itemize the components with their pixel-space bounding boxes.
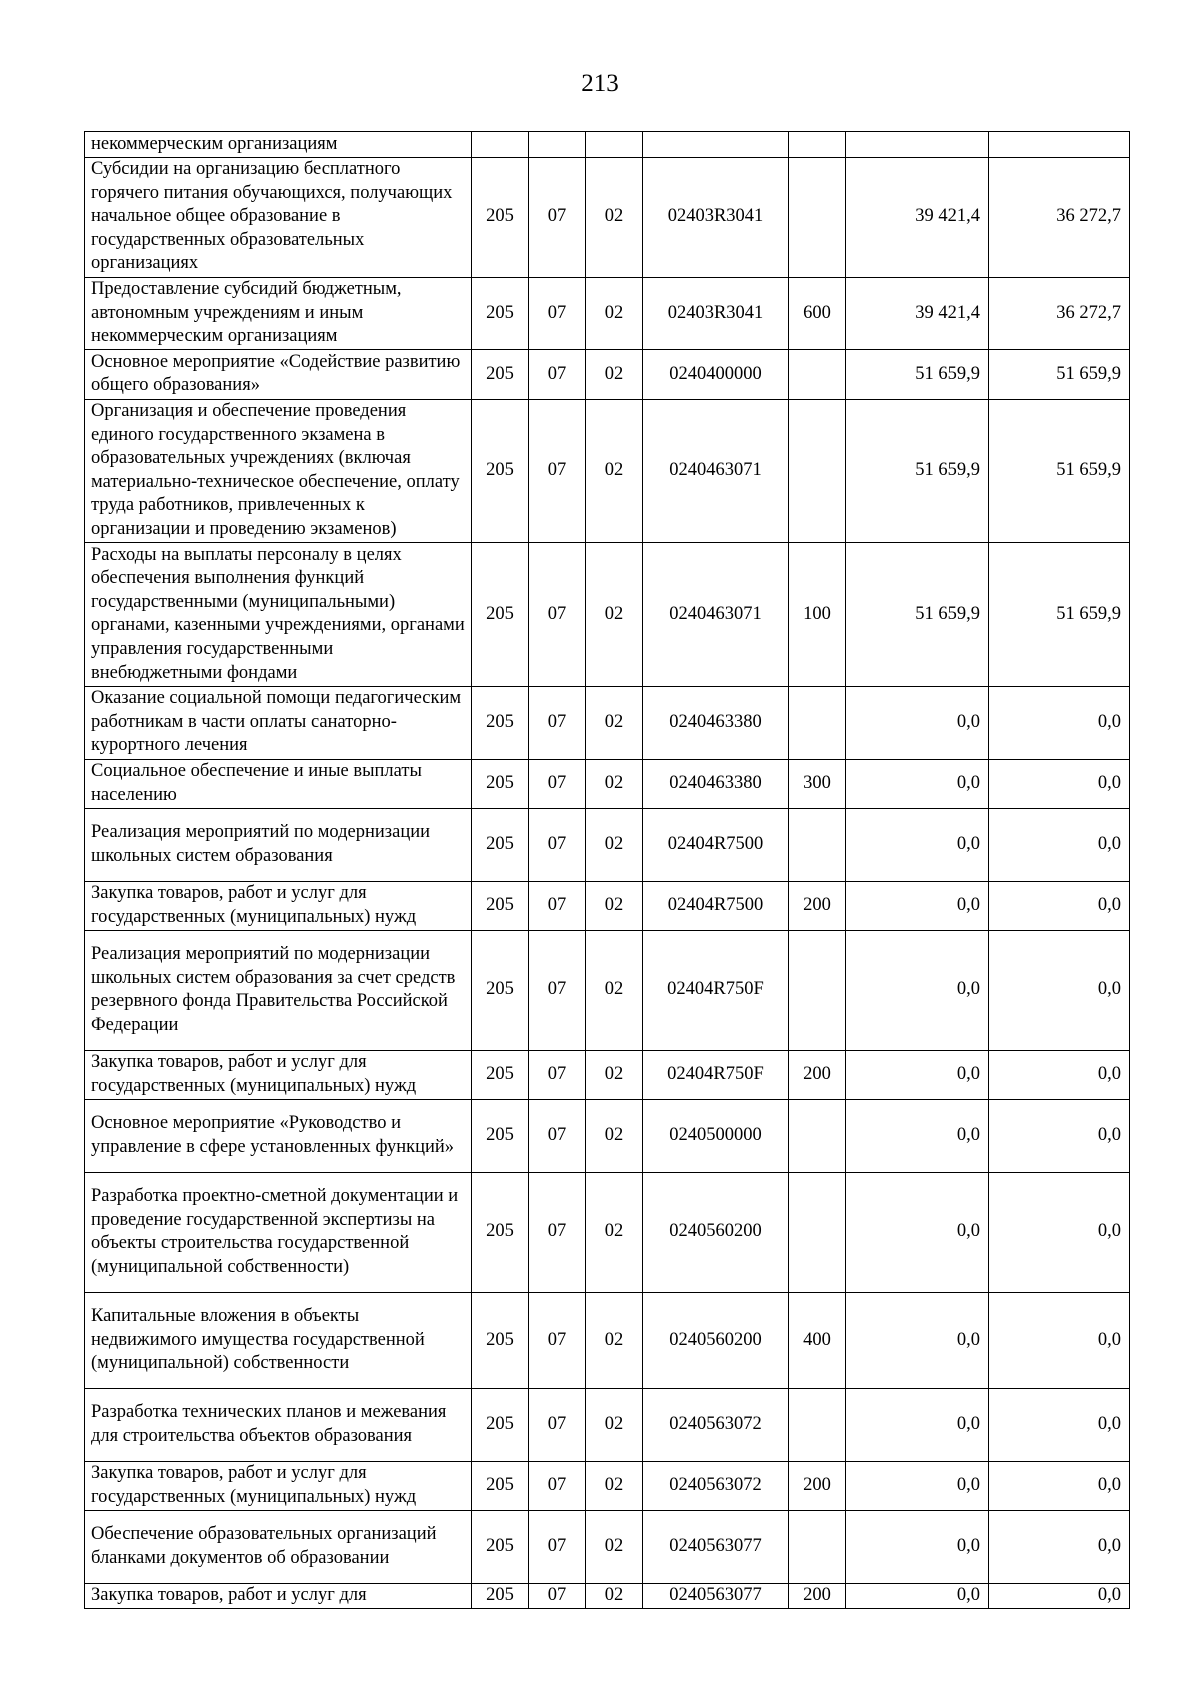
expense-name-cell: Субсидии на организацию бесплатного горячего питания обучающихся, получающих начальное общее образование в государственных образовательных организациях xyxy=(85,157,472,277)
expense-type-cell: 400 xyxy=(789,1292,846,1388)
amount-year-2-cell: 51 659,9 xyxy=(989,399,1130,543)
expense-type-cell xyxy=(789,686,846,759)
expense-type-cell xyxy=(789,1389,846,1462)
subsection-code-cell: 02 xyxy=(586,1461,643,1510)
section-code-cell: 07 xyxy=(529,1583,586,1609)
amount-year-2-cell: 0,0 xyxy=(989,1292,1130,1388)
subsection-code-cell: 02 xyxy=(586,1292,643,1388)
expense-name-cell: Обеспечение образовательных организаций бланками документов об образовании xyxy=(85,1511,472,1584)
subsection-code-cell: 02 xyxy=(586,881,643,930)
table-row xyxy=(85,1050,1130,1099)
expense-type-cell xyxy=(789,157,846,277)
expense-name-cell: Предоставление субсидий бюджетным, автономным учреждениям и иным некоммерческим организациям xyxy=(85,277,472,350)
admin-code-cell: 205 xyxy=(472,1511,529,1584)
table-row xyxy=(85,1461,1130,1510)
expense-type-cell: 600 xyxy=(789,277,846,350)
subsection-code-cell: 02 xyxy=(586,399,643,543)
target-article-cell: 02404R750F xyxy=(643,930,789,1050)
budget-table xyxy=(84,131,1130,1609)
expense-type-cell xyxy=(789,930,846,1050)
table-row xyxy=(85,1292,1130,1388)
table-row xyxy=(85,930,1130,1050)
section-code-cell: 07 xyxy=(529,543,586,687)
admin-code-cell: 205 xyxy=(472,1292,529,1388)
admin-code-cell: 205 xyxy=(472,808,529,881)
admin-code-cell: 205 xyxy=(472,157,529,277)
section-code-cell: 07 xyxy=(529,881,586,930)
expense-type-cell xyxy=(789,1511,846,1584)
table-row xyxy=(85,881,1130,930)
section-code-cell: 07 xyxy=(529,1292,586,1388)
amount-year-2-cell: 0,0 xyxy=(989,1050,1130,1099)
amount-year-1-cell: 0,0 xyxy=(846,930,989,1050)
subsection-code-cell: 02 xyxy=(586,277,643,350)
expense-type-cell: 100 xyxy=(789,543,846,687)
expense-name-cell: Закупка товаров, работ и услуг для государственных (муниципальных) нужд xyxy=(85,881,472,930)
amount-year-1-cell: 0,0 xyxy=(846,1461,989,1510)
expense-name-cell: Расходы на выплаты персоналу в целях обеспечения выполнения функций государственными (муниципальными) органами, казенными учреждениями, органами управления государственными внебюджетными фондами xyxy=(85,543,472,687)
target-article-cell: 0240463380 xyxy=(643,759,789,808)
amount-year-1-cell: 0,0 xyxy=(846,1511,989,1584)
expense-name-cell: Основное мероприятие «Руководство и управление в сфере установленных функций» xyxy=(85,1099,472,1172)
amount-year-2-cell: 36 272,7 xyxy=(989,157,1130,277)
section-code-cell: 07 xyxy=(529,350,586,399)
amount-year-1-cell: 0,0 xyxy=(846,1292,989,1388)
admin-code-cell: 205 xyxy=(472,1583,529,1609)
target-article-cell: 0240563072 xyxy=(643,1461,789,1510)
expense-name-cell: Реализация мероприятий по модернизации школьных систем образования xyxy=(85,808,472,881)
table-row xyxy=(85,1583,1130,1609)
table-row xyxy=(85,399,1130,543)
amount-year-1-cell: 0,0 xyxy=(846,808,989,881)
amount-year-2-cell: 51 659,9 xyxy=(989,543,1130,687)
section-code-cell: 07 xyxy=(529,759,586,808)
target-article-cell: 0240563077 xyxy=(643,1583,789,1609)
admin-code-cell: 205 xyxy=(472,930,529,1050)
table-row xyxy=(85,132,1130,158)
subsection-code-cell: 02 xyxy=(586,157,643,277)
subsection-code-cell: 02 xyxy=(586,1511,643,1584)
table-row xyxy=(85,1389,1130,1462)
target-article-cell: 0240463071 xyxy=(643,399,789,543)
target-article-cell: 02404R750F xyxy=(643,1050,789,1099)
section-code-cell: 07 xyxy=(529,399,586,543)
admin-code-cell: 205 xyxy=(472,759,529,808)
expense-type-cell xyxy=(789,132,846,158)
subsection-code-cell: 02 xyxy=(586,1583,643,1609)
amount-year-2-cell: 0,0 xyxy=(989,1461,1130,1510)
amount-year-2-cell: 0,0 xyxy=(989,1099,1130,1172)
expense-name-cell: Разработка технических планов и межевания для строительства объектов образования xyxy=(85,1389,472,1462)
subsection-code-cell: 02 xyxy=(586,686,643,759)
amount-year-1-cell: 0,0 xyxy=(846,881,989,930)
amount-year-2-cell: 51 659,9 xyxy=(989,350,1130,399)
section-code-cell xyxy=(529,132,586,158)
target-article-cell: 02403R3041 xyxy=(643,157,789,277)
amount-year-1-cell: 0,0 xyxy=(846,686,989,759)
target-article-cell: 02404R7500 xyxy=(643,881,789,930)
admin-code-cell: 205 xyxy=(472,277,529,350)
amount-year-2-cell xyxy=(989,132,1130,158)
table-row xyxy=(85,808,1130,881)
section-code-cell: 07 xyxy=(529,930,586,1050)
amount-year-1-cell xyxy=(846,132,989,158)
admin-code-cell: 205 xyxy=(472,881,529,930)
subsection-code-cell xyxy=(586,132,643,158)
amount-year-1-cell: 0,0 xyxy=(846,1389,989,1462)
table-row xyxy=(85,350,1130,399)
section-code-cell: 07 xyxy=(529,1461,586,1510)
amount-year-1-cell: 0,0 xyxy=(846,1583,989,1609)
expense-type-cell: 300 xyxy=(789,759,846,808)
section-code-cell: 07 xyxy=(529,1050,586,1099)
subsection-code-cell: 02 xyxy=(586,1099,643,1172)
expense-name-cell: Социальное обеспечение и иные выплаты населению xyxy=(85,759,472,808)
target-article-cell: 0240463071 xyxy=(643,543,789,687)
amount-year-2-cell: 0,0 xyxy=(989,686,1130,759)
expense-name-cell: Разработка проектно-сметной документации и проведение государственной экспертизы на объекты строительства государственной (муниципальной собственности) xyxy=(85,1172,472,1292)
table-row xyxy=(85,157,1130,277)
subsection-code-cell: 02 xyxy=(586,930,643,1050)
amount-year-1-cell: 0,0 xyxy=(846,759,989,808)
amount-year-2-cell: 36 272,7 xyxy=(989,277,1130,350)
expense-type-cell xyxy=(789,1099,846,1172)
section-code-cell: 07 xyxy=(529,1511,586,1584)
table-row xyxy=(85,1099,1130,1172)
amount-year-1-cell: 39 421,4 xyxy=(846,277,989,350)
amount-year-2-cell: 0,0 xyxy=(989,759,1130,808)
target-article-cell: 0240560200 xyxy=(643,1292,789,1388)
admin-code-cell: 205 xyxy=(472,1172,529,1292)
target-article-cell: 0240500000 xyxy=(643,1099,789,1172)
expense-type-cell: 200 xyxy=(789,1050,846,1099)
amount-year-1-cell: 0,0 xyxy=(846,1172,989,1292)
amount-year-2-cell: 0,0 xyxy=(989,930,1130,1050)
subsection-code-cell: 02 xyxy=(586,1172,643,1292)
expense-name-cell: Закупка товаров, работ и услуг для xyxy=(85,1583,472,1609)
expense-type-cell xyxy=(789,808,846,881)
amount-year-2-cell: 0,0 xyxy=(989,1172,1130,1292)
expense-name-cell: Капитальные вложения в объекты недвижимого имущества государственной (муниципальной) собственности xyxy=(85,1292,472,1388)
table-row xyxy=(85,543,1130,687)
section-code-cell: 07 xyxy=(529,1389,586,1462)
amount-year-1-cell: 51 659,9 xyxy=(846,350,989,399)
expense-type-cell: 200 xyxy=(789,881,846,930)
subsection-code-cell: 02 xyxy=(586,759,643,808)
target-article-cell: 02403R3041 xyxy=(643,277,789,350)
amount-year-2-cell: 0,0 xyxy=(989,808,1130,881)
target-article-cell: 0240463380 xyxy=(643,686,789,759)
expense-type-cell: 200 xyxy=(789,1461,846,1510)
subsection-code-cell: 02 xyxy=(586,1050,643,1099)
amount-year-1-cell: 51 659,9 xyxy=(846,543,989,687)
table-row xyxy=(85,686,1130,759)
budget-table-body xyxy=(85,132,1130,1609)
expense-name-cell: Организация и обеспечение проведения единого государственного экзамена в образовательных учреждениях (включая материально-техническое обеспечение, оплату труда работников, привлеченных к организации и проведению экзаменов) xyxy=(85,399,472,543)
target-article-cell: 0240560200 xyxy=(643,1172,789,1292)
amount-year-2-cell: 0,0 xyxy=(989,1511,1130,1584)
amount-year-2-cell: 0,0 xyxy=(989,1389,1130,1462)
admin-code-cell xyxy=(472,132,529,158)
amount-year-1-cell: 0,0 xyxy=(846,1099,989,1172)
expense-type-cell xyxy=(789,1172,846,1292)
table-row xyxy=(85,277,1130,350)
amount-year-1-cell: 0,0 xyxy=(846,1050,989,1099)
subsection-code-cell: 02 xyxy=(586,1389,643,1462)
amount-year-1-cell: 39 421,4 xyxy=(846,157,989,277)
section-code-cell: 07 xyxy=(529,277,586,350)
expense-type-cell xyxy=(789,399,846,543)
target-article-cell: 0240400000 xyxy=(643,350,789,399)
admin-code-cell: 205 xyxy=(472,350,529,399)
admin-code-cell: 205 xyxy=(472,1099,529,1172)
table-row xyxy=(85,1172,1130,1292)
expense-name-cell: некоммерческим организациям xyxy=(85,132,472,158)
admin-code-cell: 205 xyxy=(472,1050,529,1099)
expense-type-cell xyxy=(789,350,846,399)
amount-year-1-cell: 51 659,9 xyxy=(846,399,989,543)
expense-type-cell: 200 xyxy=(789,1583,846,1609)
page-number: 213 xyxy=(581,70,619,97)
expense-name-cell: Оказание социальной помощи педагогическим работникам в части оплаты санаторно-курортного лечения xyxy=(85,686,472,759)
table-row xyxy=(85,1511,1130,1584)
expense-name-cell: Закупка товаров, работ и услуг для государственных (муниципальных) нужд xyxy=(85,1461,472,1510)
admin-code-cell: 205 xyxy=(472,686,529,759)
table-row xyxy=(85,759,1130,808)
section-code-cell: 07 xyxy=(529,1172,586,1292)
subsection-code-cell: 02 xyxy=(586,543,643,687)
subsection-code-cell: 02 xyxy=(586,808,643,881)
target-article-cell: 02404R7500 xyxy=(643,808,789,881)
admin-code-cell: 205 xyxy=(472,1461,529,1510)
target-article-cell xyxy=(643,132,789,158)
section-code-cell: 07 xyxy=(529,157,586,277)
amount-year-2-cell: 0,0 xyxy=(989,881,1130,930)
admin-code-cell: 205 xyxy=(472,543,529,687)
expense-name-cell: Основное мероприятие «Содействие развитию общего образования» xyxy=(85,350,472,399)
target-article-cell: 0240563072 xyxy=(643,1389,789,1462)
expense-name-cell: Реализация мероприятий по модернизации школьных систем образования за счет средств резервного фонда Правительства Российской Федерации xyxy=(85,930,472,1050)
expense-name-cell: Закупка товаров, работ и услуг для государственных (муниципальных) нужд xyxy=(85,1050,472,1099)
section-code-cell: 07 xyxy=(529,1099,586,1172)
admin-code-cell: 205 xyxy=(472,1389,529,1462)
admin-code-cell: 205 xyxy=(472,399,529,543)
section-code-cell: 07 xyxy=(529,686,586,759)
amount-year-2-cell: 0,0 xyxy=(989,1583,1130,1609)
section-code-cell: 07 xyxy=(529,808,586,881)
subsection-code-cell: 02 xyxy=(586,350,643,399)
target-article-cell: 0240563077 xyxy=(643,1511,789,1584)
